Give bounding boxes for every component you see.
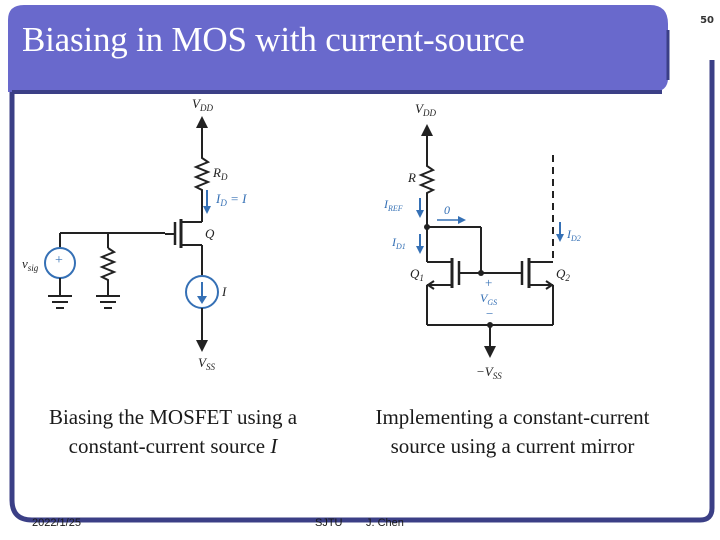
right-vgs-plus: + <box>485 275 493 290</box>
left-signal-plus: + <box>55 253 63 268</box>
left-vdd-arrowhead <box>196 116 208 128</box>
left-rd-label: $R_D$ <box>213 165 228 182</box>
page-number: 50 <box>700 15 714 26</box>
right-zero-label: 0 <box>444 203 450 217</box>
left-vsig-label: $v_{sig}$ <box>22 256 39 273</box>
footer-author: J. Chen <box>366 517 404 529</box>
left-caption <box>18 403 328 461</box>
footer-organization: SJTU <box>315 517 343 529</box>
left-vss-label: $V_{SS}$ <box>198 355 215 372</box>
right-iref-arrowhead <box>416 210 424 218</box>
right-vgs-minus: − <box>486 306 494 321</box>
right-q2-label: $Q_2$ <box>556 266 570 283</box>
right-id1-arrowhead <box>416 246 424 254</box>
left-ground-2 <box>96 296 120 308</box>
right-id2-arrowhead <box>556 234 564 242</box>
right-caption <box>340 403 685 461</box>
right-circuit <box>383 101 581 381</box>
right-vgs-label: $V_{GS}$ <box>480 291 498 307</box>
left-id-label: $I_D = I$ <box>216 191 247 208</box>
right-iref-label: $I_{REF}$ <box>384 197 403 213</box>
right-r-resistor <box>421 160 433 227</box>
slide-title: Biasing in MOS with current-source <box>22 20 525 59</box>
left-vdd-label: $V_{DD}$ <box>192 96 213 113</box>
right-id2-label: $I_{D2}$ <box>567 227 581 243</box>
left-vss-arrowhead <box>196 340 208 352</box>
right-r-label: R <box>408 170 416 185</box>
left-i-label: I <box>222 284 227 299</box>
left-q-label: Q <box>205 226 215 241</box>
left-circuit <box>22 96 247 372</box>
right-id1-label: $I_{D1}$ <box>392 235 406 251</box>
left-rg-resistor <box>102 248 114 295</box>
left-id-arrowhead <box>203 206 211 214</box>
right-q1-label: $Q_1$ <box>410 266 424 283</box>
right-vss-arrowhead <box>484 346 496 358</box>
left-ground-1 <box>48 296 72 308</box>
right-vdd-label: $V_{DD}$ <box>415 101 436 118</box>
left-caption-italic-i: I <box>270 434 278 458</box>
left-caption-line1: Biasing the MOSFET using a <box>48 405 298 429</box>
right-vss-label: $-V_{SS}$ <box>476 364 502 381</box>
left-caption-line2: constant-current source I <box>68 434 278 458</box>
right-caption-line2: source using a current mirror <box>390 434 635 458</box>
right-caption-line1: Implementing a constant-current <box>375 405 650 429</box>
footer-date: 2022/1/25 <box>32 517 81 529</box>
